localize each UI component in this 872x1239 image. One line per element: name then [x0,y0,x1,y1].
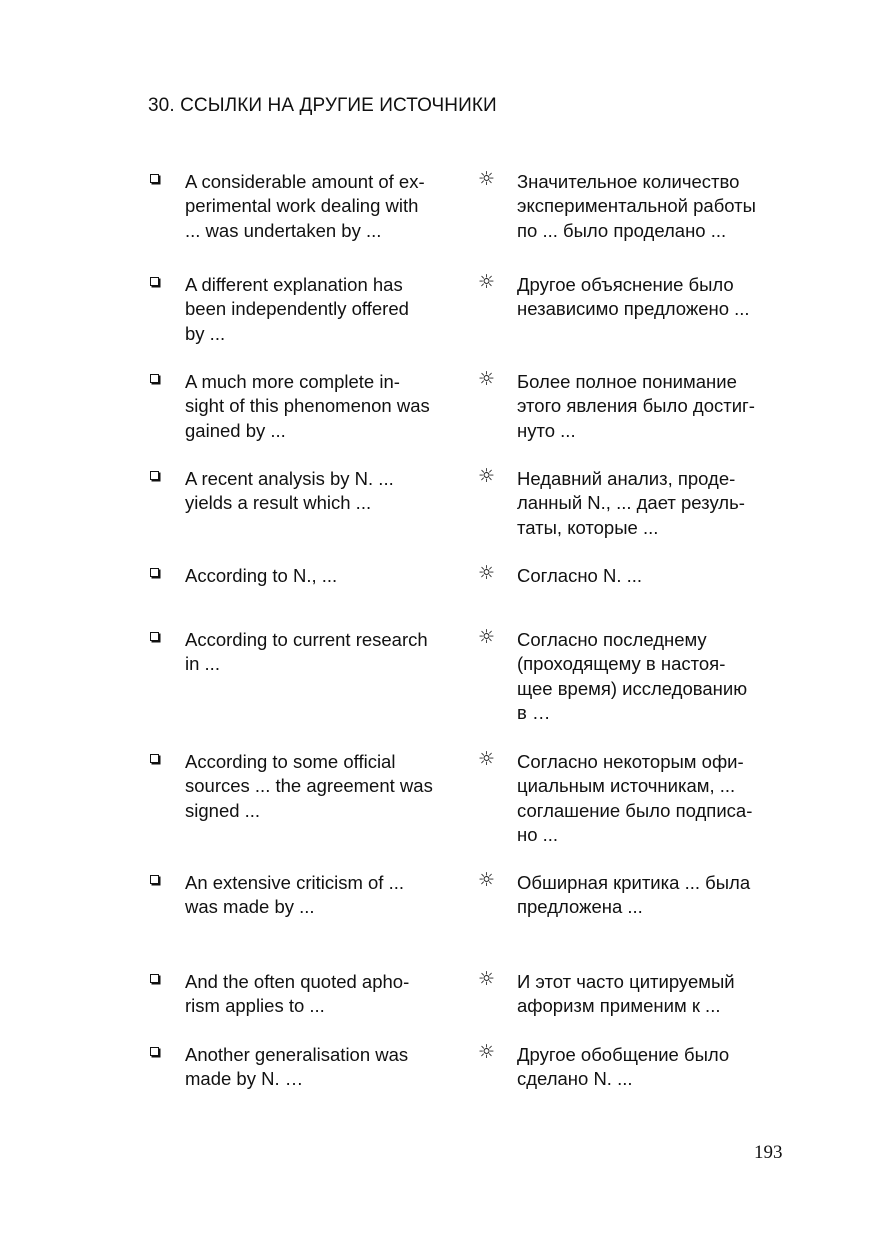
checkbox-bullet-icon [150,471,159,480]
checkbox-bullet-icon [150,568,159,577]
sun-marker-icon: ☼ [478,465,496,487]
russian-translation: Более полное понимание этого явления было достиг- нуто ... [517,371,755,441]
checkbox-bullet-icon [150,374,159,383]
checkbox-bullet-icon [150,1047,159,1056]
english-phrase: And the often quoted apho- rism applies to ... [185,971,410,1017]
checkbox-bullet-icon [150,974,159,983]
russian-translation: Другое объяснение было независимо предложено ... [517,274,750,320]
russian-translation: Значительное количество экспериментальной работы по ... было проделано ... [517,171,756,241]
english-phrase: An extensive criticism of ... was made by ... [185,872,404,918]
russian-translation: Обширная критика ... была предложена ... [517,872,751,918]
sun-marker-icon: ☼ [478,626,496,648]
english-phrase: A different explanation has been independently offered by ... [185,274,409,344]
checkbox-bullet-icon [150,754,159,763]
sun-marker-icon: ☼ [478,271,496,293]
english-phrase: A considerable amount of ex- perimental work dealing with ... was undertaken by ... [185,171,425,241]
english-phrase: According to some official sources ... the agreement was signed ... [185,751,433,821]
checkbox-bullet-icon [150,277,159,286]
russian-translation: И этот часто цитируемый афоризм применим к ... [517,971,735,1017]
sun-marker-icon: ☼ [478,562,496,584]
russian-translation: Согласно последнему (проходящему в настоя- щее время) исследованию в … [517,629,748,723]
english-phrase: A much more complete in- sight of this phenomenon was gained by ... [185,371,430,441]
checkbox-bullet-icon [150,632,159,641]
russian-translation: Недавний анализ, проде- ланный N., ... дает резуль- таты, которые ... [517,468,745,538]
russian-translation: Другое обобщение было сделано N. ... [517,1044,730,1090]
page-number: 193 [754,1142,783,1163]
section-title: 30. ССЫЛКИ НА ДРУГИЕ ИСТОЧНИКИ [148,95,497,116]
checkbox-bullet-icon [150,174,159,183]
russian-translation: Согласно некоторым офи- циальным источникам, ... соглашение было подписа- но ... [517,751,753,845]
sun-marker-icon: ☼ [478,748,496,770]
checkbox-bullet-icon [150,875,159,884]
english-phrase: A recent analysis by N. ... yields a result which ... [185,468,394,514]
russian-translation: Согласно N. ... [517,565,643,586]
sun-marker-icon: ☼ [478,168,496,190]
sun-marker-icon: ☼ [478,968,496,990]
sun-marker-icon: ☼ [478,368,496,390]
sun-marker-icon: ☼ [478,869,496,891]
sun-marker-icon: ☼ [478,1041,496,1063]
english-phrase: According to current research in ... [185,629,428,675]
english-phrase: Another generalisation was made by N. … [185,1044,409,1090]
english-phrase: According to N., ... [185,565,338,586]
